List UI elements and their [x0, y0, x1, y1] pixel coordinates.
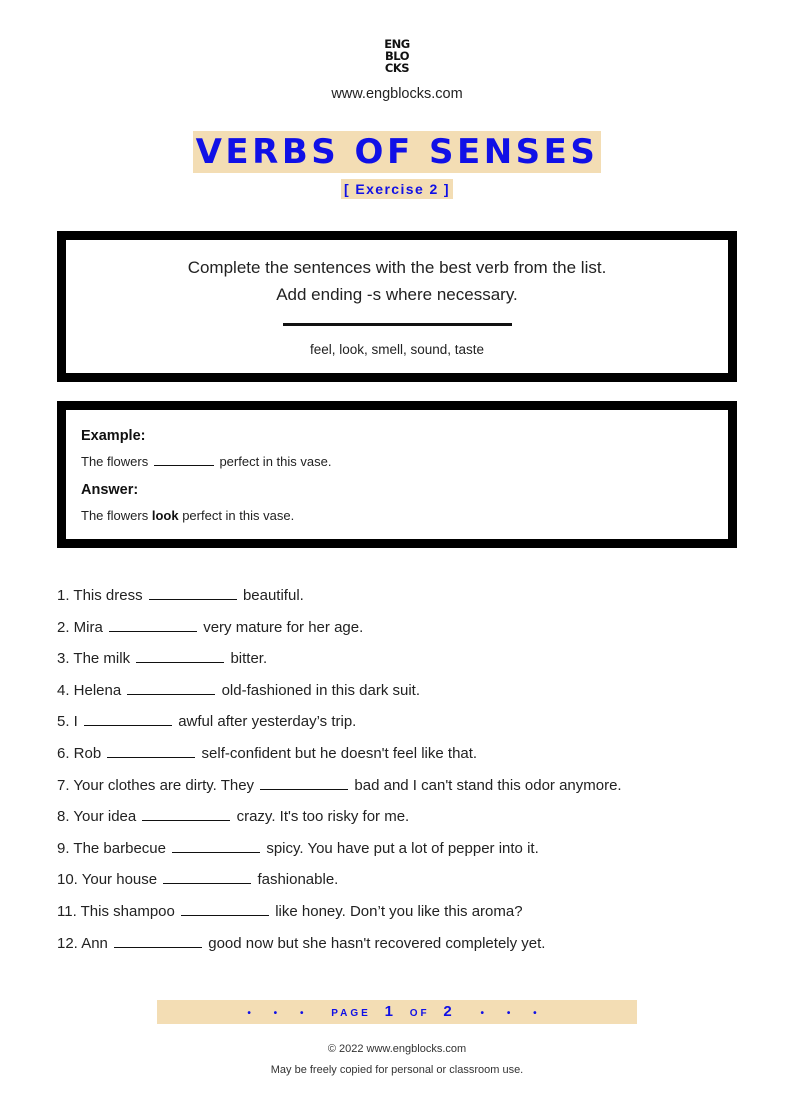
engblocks-logo — [0, 38, 794, 74]
divider-rule — [283, 323, 512, 326]
question-item — [57, 772, 757, 804]
logo-line: BLO — [385, 49, 409, 63]
instruction-line-1: Complete the sentences with the best verb from the list. — [187, 258, 607, 277]
page-current: 1 — [384, 1003, 396, 1020]
instruction-line-2: Add ending -s where necessary. — [276, 285, 518, 304]
logo-line: ENG — [384, 37, 410, 51]
example-blank — [154, 454, 214, 466]
question-before: 4. Helena — [57, 681, 122, 699]
question-item — [57, 677, 757, 709]
answer-blank[interactable] — [181, 903, 269, 916]
question-list — [57, 582, 757, 961]
answer-before: The flowers — [81, 508, 149, 523]
question-item — [57, 582, 757, 614]
title-wrap — [0, 131, 794, 173]
logo-line: CKS — [384, 61, 410, 75]
example-label: Example: — [81, 428, 146, 444]
exercise-subtitle: [ Exercise 2 ] — [341, 179, 453, 199]
question-item — [57, 645, 757, 677]
question-item — [57, 866, 757, 898]
question-item — [57, 614, 757, 646]
instructions-box — [57, 231, 737, 382]
page-total: 2 — [443, 1003, 455, 1020]
question-item — [57, 835, 757, 867]
page-title: VERBS OF SENSES — [193, 131, 602, 173]
question-item — [57, 898, 757, 930]
question-before: 1. This dress — [57, 587, 143, 604]
answer-after: perfect in this vase. — [182, 508, 295, 523]
of-word: OF — [409, 1008, 430, 1019]
question-item — [57, 708, 757, 740]
example-before: The flowers — [81, 454, 149, 469]
answer-blank[interactable] — [172, 840, 260, 853]
answer-blank[interactable] — [114, 935, 202, 948]
question-before: 3. The milk — [57, 650, 131, 668]
example-after: perfect in this vase. — [219, 454, 332, 469]
word-list: feel, look, smell, sound, taste — [309, 342, 485, 357]
page-indicator — [157, 1000, 637, 1024]
copyright: © 2022 www.engblocks.com — [327, 1043, 467, 1055]
page-word: PAGE — [331, 1008, 371, 1019]
question-after: very mature for her age. — [203, 618, 364, 636]
question-before: 8. Your idea — [57, 808, 137, 826]
instructions-text — [66, 254, 728, 308]
question-after: like honey. Don’t you like this aroma? — [275, 902, 523, 920]
question-before: 7. Your clothes are dirty. They — [57, 776, 255, 794]
question-after: bad and I can't stand this odor anymore. — [354, 776, 622, 794]
question-after: self-confident but he doesn't feel like that. — [201, 744, 478, 762]
question-after: bitter. — [230, 650, 268, 668]
question-after: old-fashioned in this dark suit. — [221, 681, 421, 699]
question-item — [57, 740, 757, 772]
question-before: 2. Mira — [57, 618, 103, 636]
license-note: May be freely copied for personal or classroom use. — [270, 1064, 524, 1076]
question-after: beautiful. — [242, 587, 304, 604]
question-after: spicy. You have put a lot of pepper into it. — [266, 839, 539, 857]
dots-left: • • • — [247, 1008, 314, 1019]
answer-blank[interactable] — [163, 871, 251, 884]
question-item — [57, 930, 757, 962]
answer-blank[interactable] — [84, 713, 172, 726]
question-before: 10. Your house — [57, 871, 158, 889]
question-before: 6. Rob — [57, 744, 102, 762]
answer-blank[interactable] — [149, 587, 237, 600]
answer-word: look — [151, 508, 179, 523]
answer-sentence — [81, 507, 728, 525]
question-before: 9. The barbecue — [57, 839, 166, 857]
answer-label: Answer: — [81, 482, 139, 498]
question-item — [57, 803, 757, 835]
dots-right: • • • — [480, 1008, 547, 1019]
question-before: 11. This shampoo — [57, 902, 175, 920]
answer-blank[interactable] — [142, 808, 230, 821]
question-before: 5. I — [57, 713, 78, 731]
answer-blank[interactable] — [136, 650, 224, 663]
example-sentence — [81, 453, 728, 471]
answer-blank[interactable] — [109, 619, 197, 632]
question-after: crazy. It's too risky for me. — [236, 808, 410, 826]
question-after: fashionable. — [257, 871, 339, 889]
question-after: good now but she hasn't recovered completely yet. — [208, 934, 546, 952]
subtitle-wrap — [0, 179, 794, 199]
question-after: awful after yesterday’s trip. — [178, 713, 357, 731]
answer-blank[interactable] — [107, 745, 195, 758]
answer-blank[interactable] — [127, 682, 215, 695]
question-before: 12. Ann — [57, 934, 108, 952]
answer-blank[interactable] — [260, 777, 348, 790]
example-box — [57, 401, 737, 548]
site-url[interactable]: www.engblocks.com — [331, 86, 463, 102]
